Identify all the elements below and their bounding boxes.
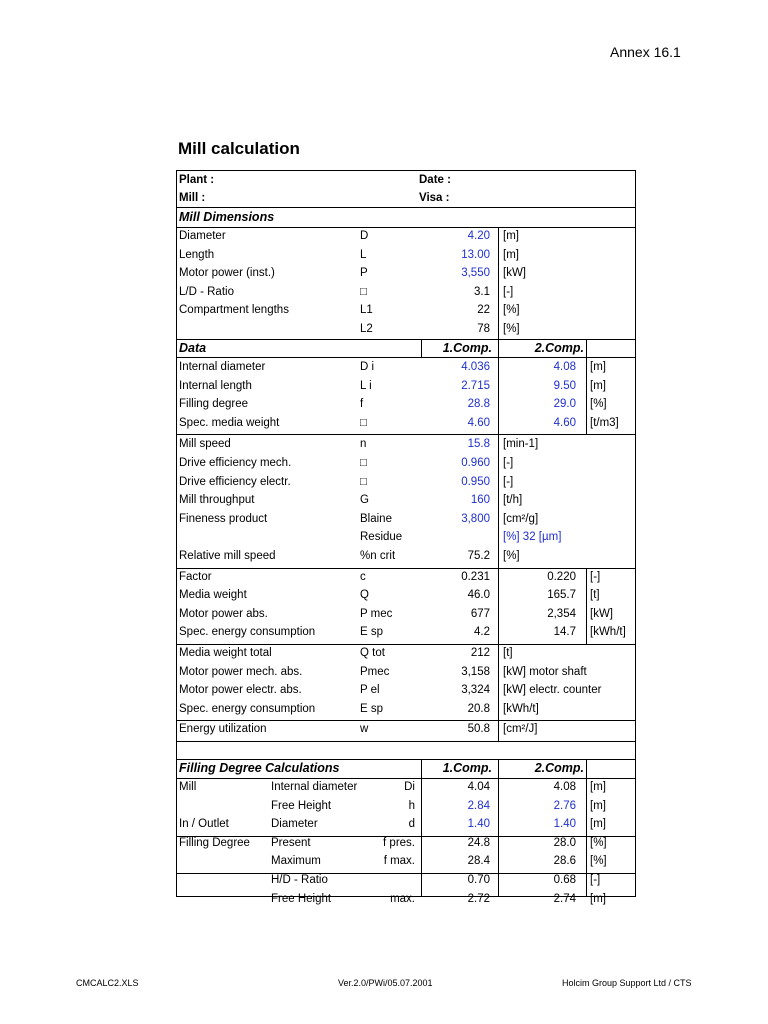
value-comp1: 50.8 [467, 723, 490, 736]
fill-symbol: h [408, 799, 415, 812]
grid-line [498, 434, 499, 567]
value-comp2: 9.50 [553, 379, 576, 392]
row-label: Media weight [179, 589, 247, 602]
row-label: Compartment lengths [179, 304, 289, 317]
fill-value-comp1: 24.8 [467, 836, 490, 849]
border-top [176, 170, 636, 171]
row-label: Relative mill speed [179, 550, 276, 562]
section-divider [176, 357, 636, 358]
fill-group-label: Filling Degree [179, 836, 250, 849]
row-symbol: □ [360, 457, 367, 469]
mill-label: Mill : [179, 192, 206, 204]
value-comp2: 4.08 [553, 361, 576, 373]
row-symbol: Residue [360, 531, 403, 544]
row-label: Internal diameter [179, 361, 266, 373]
row-label: Drive efficiency electr. [179, 475, 291, 488]
value-comp1: 15.8 [467, 438, 490, 451]
fill-value-comp2: 1.40 [553, 818, 576, 831]
row-symbol: □ [360, 285, 367, 298]
row-unit: [m] [590, 361, 606, 373]
value-comp1: 4.036 [461, 361, 490, 373]
row-unit: [t] [590, 589, 600, 602]
value-divider [498, 227, 499, 341]
value-comp1: 75.2 [467, 550, 490, 562]
grid-line [498, 357, 499, 434]
mill-calculation-sheet [176, 170, 636, 905]
fill-group-label: Mill [179, 781, 197, 793]
row-symbol: G [360, 494, 369, 507]
fill-value-comp1: 4.04 [467, 781, 490, 793]
group-divider [176, 720, 636, 721]
fill-symbol: d [408, 818, 415, 831]
section-mill-dimensions: Mill Dimensions [179, 210, 275, 224]
row-symbol: c [360, 570, 366, 583]
grid-line [421, 759, 422, 778]
footer-company: Holcim Group Support Ltd / CTS [562, 978, 692, 988]
row-symbol: P el [360, 684, 380, 697]
row-symbol: Blaine [360, 512, 392, 525]
visa-label: Visa : [419, 192, 450, 204]
row-label: Internal length [179, 379, 252, 392]
row-unit: [%] [503, 304, 520, 317]
value-comp1: 3,158 [461, 665, 490, 678]
fill-value-comp1: 28.4 [467, 855, 490, 868]
section-divider [176, 778, 636, 779]
row-label: Mill throughput [179, 494, 255, 507]
fill-symbol: f max. [383, 855, 415, 868]
row-unit: [cm²/J] [503, 723, 538, 736]
row-unit: [min-1] [503, 438, 539, 451]
date-label: Date : [419, 174, 451, 186]
grid-line [586, 568, 587, 644]
row-unit: [kW] [503, 267, 526, 280]
row-label: Motor power mech. abs. [179, 665, 303, 678]
row-unit: [kW] [590, 607, 613, 620]
row-unit: [%] 32 [µm] [503, 531, 562, 544]
row-symbol: n [360, 438, 367, 451]
row-symbol: f [360, 398, 364, 411]
row-unit: [kW] motor shaft [503, 665, 587, 678]
fill-unit: [m] [590, 781, 606, 793]
value-comp2: 4.60 [553, 416, 576, 429]
value-comp1: 212 [470, 647, 490, 659]
row-symbol: %n crit [360, 550, 396, 562]
row-symbol: Q tot [360, 647, 385, 659]
grid-line [498, 339, 499, 357]
section-divider [176, 759, 636, 760]
column-comp1: 1.Comp. [442, 341, 492, 355]
row-label: Media weight total [179, 647, 272, 659]
row-symbol: D [360, 230, 369, 242]
fill-value-comp2: 2.74 [553, 892, 576, 905]
value-comp2: 14.7 [553, 626, 576, 639]
row-label: Length [179, 248, 215, 261]
row-symbol: D i [360, 361, 375, 373]
fill-value-comp2: 2.76 [553, 799, 576, 812]
row-unit: [-] [503, 475, 514, 488]
footer-version: Ver.2.0/PWi/05.07.2001 [338, 978, 433, 988]
row-label: Diameter [179, 230, 226, 242]
row-symbol: w [360, 723, 369, 736]
value-comp1: 4.20 [467, 230, 490, 242]
group-divider [176, 568, 636, 569]
fill-row-label: H/D - Ratio [271, 874, 328, 886]
row-unit: [t/h] [503, 494, 523, 507]
value-comp2: 0.220 [547, 570, 576, 583]
value-comp1: 20.8 [467, 702, 490, 715]
fill-value-comp2: 0.68 [553, 874, 576, 886]
fill-group-label: In / Outlet [179, 818, 229, 831]
row-unit: [kWh/t] [503, 702, 539, 715]
row-label: Spec. energy consumption [179, 626, 316, 639]
fill-unit: [m] [590, 799, 606, 812]
row-symbol: Pmec [360, 665, 390, 678]
fill-row-label: Free Height [271, 892, 332, 905]
grid-line [498, 568, 499, 644]
value-comp1: 28.8 [467, 398, 490, 411]
value-comp2: 29.0 [553, 398, 576, 411]
value-comp1: 3.1 [474, 285, 490, 298]
row-symbol: P [360, 267, 368, 280]
fill-row-label: Free Height [271, 799, 332, 812]
row-unit: [m] [503, 230, 519, 242]
value-comp1: 4.60 [467, 416, 490, 429]
value-comp1: 160 [470, 494, 490, 507]
fill-unit: [-] [590, 874, 601, 886]
row-label: Motor power electr. abs. [179, 684, 302, 697]
fill-value-comp1: 0.70 [467, 874, 490, 886]
row-unit: [m] [503, 248, 519, 261]
fill-row-label: Internal diameter [271, 781, 358, 793]
grid-line [498, 759, 499, 778]
value-comp1: 0.960 [461, 457, 490, 469]
row-symbol: L i [360, 379, 372, 392]
fill-value-comp2: 28.0 [553, 836, 576, 849]
fill-symbol: Di [404, 781, 415, 793]
border-right [635, 170, 636, 897]
row-symbol: L1 [360, 304, 373, 317]
value-comp1: 2.715 [461, 379, 490, 392]
row-label: Motor power (inst.) [179, 267, 275, 280]
value-comp1: 3,800 [461, 512, 490, 525]
column-comp2: 2.Comp. [534, 341, 584, 355]
column-comp2: 2.Comp. [534, 761, 584, 775]
grid-line [586, 778, 587, 897]
border-left [176, 170, 177, 897]
fill-row-label: Diameter [271, 818, 318, 831]
value-comp1: 13.00 [461, 248, 490, 261]
row-label: Filling degree [179, 398, 249, 411]
row-label: Drive efficiency mech. [179, 457, 292, 469]
grid-line [498, 778, 499, 897]
footer-filename: CMCALC2.XLS [76, 978, 139, 988]
group-divider [176, 644, 636, 645]
row-symbol: □ [360, 416, 367, 429]
row-unit: [%] [590, 398, 607, 411]
row-unit: [kWh/t] [590, 626, 626, 639]
row-unit: [%] [503, 323, 520, 335]
section-data: Data [179, 341, 207, 355]
row-unit: [t/m3] [590, 416, 619, 429]
row-label: Spec. media weight [179, 416, 280, 429]
value-comp1: 0.950 [461, 475, 490, 488]
grid-line [421, 339, 422, 357]
page-title: Mill calculation [178, 139, 300, 158]
fill-value-comp1: 1.40 [467, 818, 490, 831]
row-symbol: E sp [360, 626, 384, 639]
row-label: Motor power abs. [179, 607, 268, 620]
value-comp2: 2,354 [547, 607, 576, 620]
row-label: Fineness product [179, 512, 268, 525]
fill-row-label: Present [271, 836, 311, 849]
section-filling-degree: Filling Degree Calculations [179, 761, 340, 775]
grid-line [421, 778, 422, 897]
row-unit: [kW] electr. counter [503, 684, 602, 697]
row-symbol: □ [360, 475, 367, 488]
fill-symbol: f pres. [383, 836, 415, 849]
fill-unit: [m] [590, 892, 606, 905]
fill-value-comp1: 2.72 [467, 892, 490, 905]
grid-line [498, 720, 499, 741]
grid-line [586, 357, 587, 434]
group-divider [176, 434, 636, 435]
row-unit: [-] [503, 457, 514, 469]
fill-unit: [m] [590, 818, 606, 831]
value-comp1: 78 [477, 323, 490, 335]
row-symbol: L2 [360, 323, 373, 335]
group-divider [176, 741, 636, 742]
row-unit: [cm²/g] [503, 512, 539, 525]
row-unit: [m] [590, 379, 606, 392]
grid-line [498, 644, 499, 720]
header-divider [176, 207, 636, 208]
value-comp1: 22 [477, 304, 490, 317]
annex-label: Annex 16.1 [610, 44, 681, 60]
row-label: L/D - Ratio [179, 285, 234, 298]
value-comp1: 4.2 [474, 626, 490, 639]
fill-unit: [%] [590, 855, 607, 868]
plant-label: Plant : [179, 174, 215, 186]
fill-value-comp1: 2.84 [467, 799, 490, 812]
fill-value-comp2: 4.08 [553, 781, 576, 793]
fill-symbol: max. [390, 892, 415, 905]
row-label: Spec. energy consumption [179, 702, 316, 715]
row-symbol: Q [360, 589, 369, 602]
section-divider [176, 339, 636, 340]
grid-line [586, 759, 587, 778]
value-comp1: 0.231 [461, 570, 490, 583]
row-label: Mill speed [179, 438, 231, 451]
value-comp1: 46.0 [467, 589, 490, 602]
value-comp1: 677 [470, 607, 490, 620]
row-unit: [t] [503, 647, 513, 659]
value-comp1: 3,324 [461, 684, 490, 697]
row-label: Energy utilization [179, 723, 267, 736]
row-unit: [-] [590, 570, 601, 583]
section-divider [176, 227, 636, 228]
value-comp2: 165.7 [547, 589, 576, 602]
row-unit: [%] [503, 550, 520, 562]
row-label: Factor [179, 570, 212, 583]
row-symbol: L [360, 248, 367, 261]
grid-line [586, 339, 587, 357]
fill-unit: [%] [590, 836, 607, 849]
row-symbol: P mec [360, 607, 393, 620]
fill-row-label: Maximum [271, 855, 321, 868]
value-comp1: 3,550 [461, 267, 490, 280]
fill-value-comp2: 28.6 [553, 855, 576, 868]
column-comp1: 1.Comp. [442, 761, 492, 775]
row-symbol: E sp [360, 702, 384, 715]
row-unit: [-] [503, 285, 514, 298]
